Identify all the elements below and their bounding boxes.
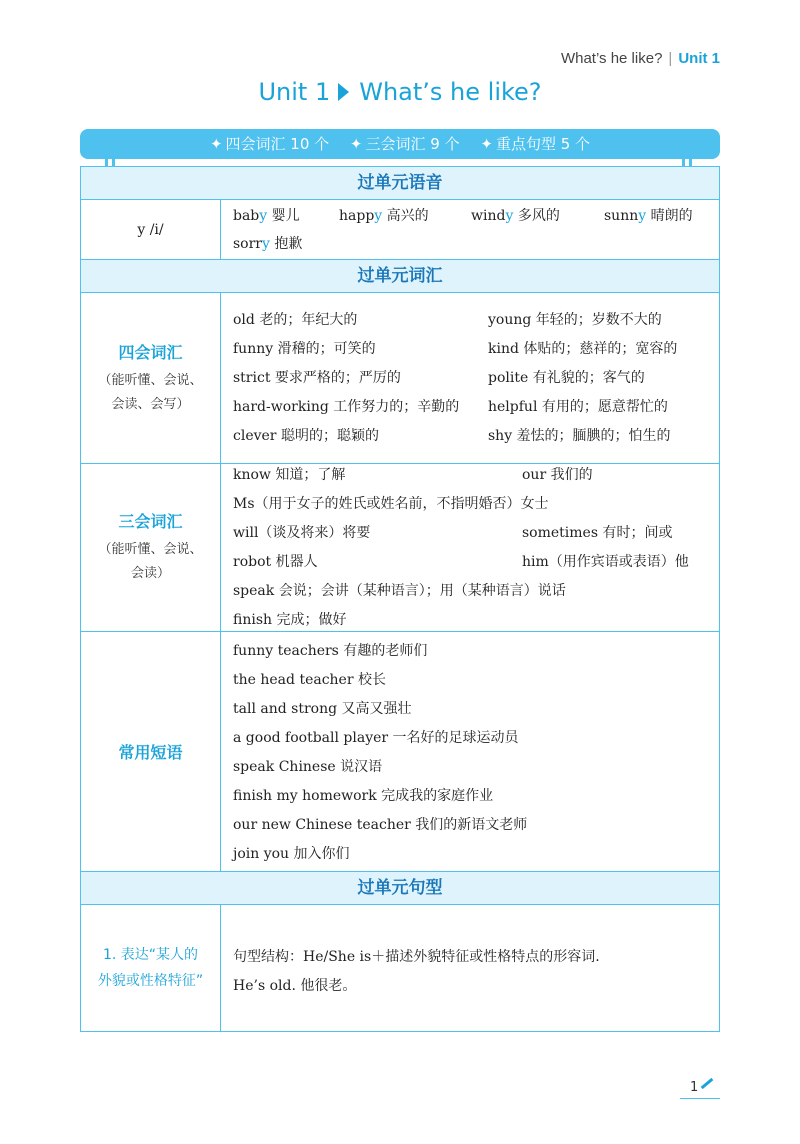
vocab-item: clever 聪明的；聪颖的 xyxy=(233,428,379,444)
vocab-item: young 年轻的；岁数不大的 xyxy=(488,312,662,328)
vocab-item: shy 羞怯的；腼腆的；怕生的 xyxy=(488,428,671,444)
phonics-word: sorry 抱歉 xyxy=(233,236,303,252)
banner-item-four-skill: ✦ 四会词汇 10 个 xyxy=(209,135,330,153)
section-header-vocab: 过单元词汇 xyxy=(81,260,719,293)
vocab-item: robot 机器人 xyxy=(233,554,318,570)
three-skill-note: 会读） xyxy=(130,566,170,581)
running-unit-label: Unit 1 xyxy=(678,50,720,67)
three-skill-note: （能听懂、会说、 xyxy=(98,542,203,557)
unit-table xyxy=(80,166,720,1032)
phrases-row xyxy=(81,632,719,872)
phrase-item: tall and strong 又高又强壮 xyxy=(233,701,412,717)
vocab-item: helpful 有用的；愿意帮忙的 xyxy=(488,399,668,415)
three-skill-row xyxy=(81,464,719,632)
banner-item-sentences: ✦ 重点句型 5 个 xyxy=(480,135,591,153)
phrase-item: speak Chinese 说汉语 xyxy=(233,759,383,775)
running-header xyxy=(561,50,720,67)
page-number: 1 xyxy=(690,1080,698,1095)
vocab-item: know 知道；了解 xyxy=(233,467,346,483)
phrase-item: join you 加入你们 xyxy=(233,846,350,862)
phonics-word: baby 婴儿 xyxy=(233,208,300,224)
sentence-label: 1. 表达“某人的 xyxy=(102,947,199,963)
sentence-row xyxy=(81,905,719,1031)
sparkle-icon: ✦ xyxy=(480,135,493,153)
four-skill-note: （能听懂、会说、 xyxy=(98,372,203,388)
phrase-item: our new Chinese teacher 我们的新语文老师 xyxy=(233,817,528,833)
banner-item-three-skill: ✦ 三会词汇 9 个 xyxy=(349,135,460,153)
page-title xyxy=(0,78,800,106)
vocab-item: kind 体贴的；慈祥的；宽容的 xyxy=(488,341,678,357)
sparkle-icon: ✦ xyxy=(349,135,363,153)
sentence-label: 外貌或性格特征” xyxy=(97,973,204,989)
phrase-item: funny teachers 有趣的老师们 xyxy=(233,643,428,659)
vocab-item: strict 要求严格的；严厉的 xyxy=(233,370,401,386)
running-title: What’s he like? xyxy=(560,50,663,67)
three-skill-label: 三会词汇 xyxy=(118,512,183,531)
vocab-item: polite 有礼貌的；客气的 xyxy=(488,370,645,386)
vocab-item: sometimes 有时；间或 xyxy=(522,525,673,541)
vocab-item: old 老的；年纪大的 xyxy=(233,312,358,328)
summary-banner xyxy=(80,129,720,159)
section-header-sentences: 过单元句型 xyxy=(81,872,719,905)
pencil-icon xyxy=(701,1078,714,1089)
sparkle-icon: ✦ xyxy=(209,135,223,153)
sentence-example: He’s old. 他很老。 xyxy=(233,978,357,994)
vocab-item: our 我们的 xyxy=(522,467,593,483)
phonics-row xyxy=(81,200,719,260)
play-triangle-icon xyxy=(338,83,349,101)
phonics-word: windy 多风的 xyxy=(471,208,560,224)
section-header-phonics: 过单元语音 xyxy=(81,167,719,200)
phrase-item: a good football player 一名好的足球运动员 xyxy=(233,730,519,746)
phrases-label: 常用短语 xyxy=(118,743,183,762)
vocab-item: him（用作宾语或表语）他 xyxy=(522,554,689,570)
phonics-word: sunny 晴朗的 xyxy=(604,208,693,224)
four-skill-label: 四会词汇 xyxy=(118,342,183,362)
title-text: What’s he like? xyxy=(359,78,542,106)
page-number-underline xyxy=(680,1098,720,1099)
phrase-item: finish my homework 完成我的家庭作业 xyxy=(233,788,494,804)
vocab-item: finish 完成；做好 xyxy=(233,612,347,628)
title-unit: Unit 1 xyxy=(258,78,331,106)
phonics-word: happy 高兴的 xyxy=(339,208,429,224)
vocab-item: speak 会说；会讲（某种语言）；用（某种语言）说话 xyxy=(233,583,566,599)
phonics-label: y /i/ xyxy=(137,221,164,238)
sentence-structure: 句型结构：He/She is＋描述外貌特征或性格特点的形容词. xyxy=(233,949,600,965)
vocab-item: Ms（用于女子的姓氏或姓名前，不指明婚否）女士 xyxy=(233,496,549,512)
vocab-item: hard-working 工作努力的；辛勤的 xyxy=(233,399,460,415)
vocab-item: will（谈及将来）将要 xyxy=(233,525,371,541)
four-skill-row xyxy=(81,293,719,464)
phrase-item: the head teacher 校长 xyxy=(233,672,386,688)
four-skill-note: 会读、会写） xyxy=(111,396,190,412)
vocab-item: funny 滑稽的；可笑的 xyxy=(233,341,376,357)
header-divider: | xyxy=(668,50,673,67)
